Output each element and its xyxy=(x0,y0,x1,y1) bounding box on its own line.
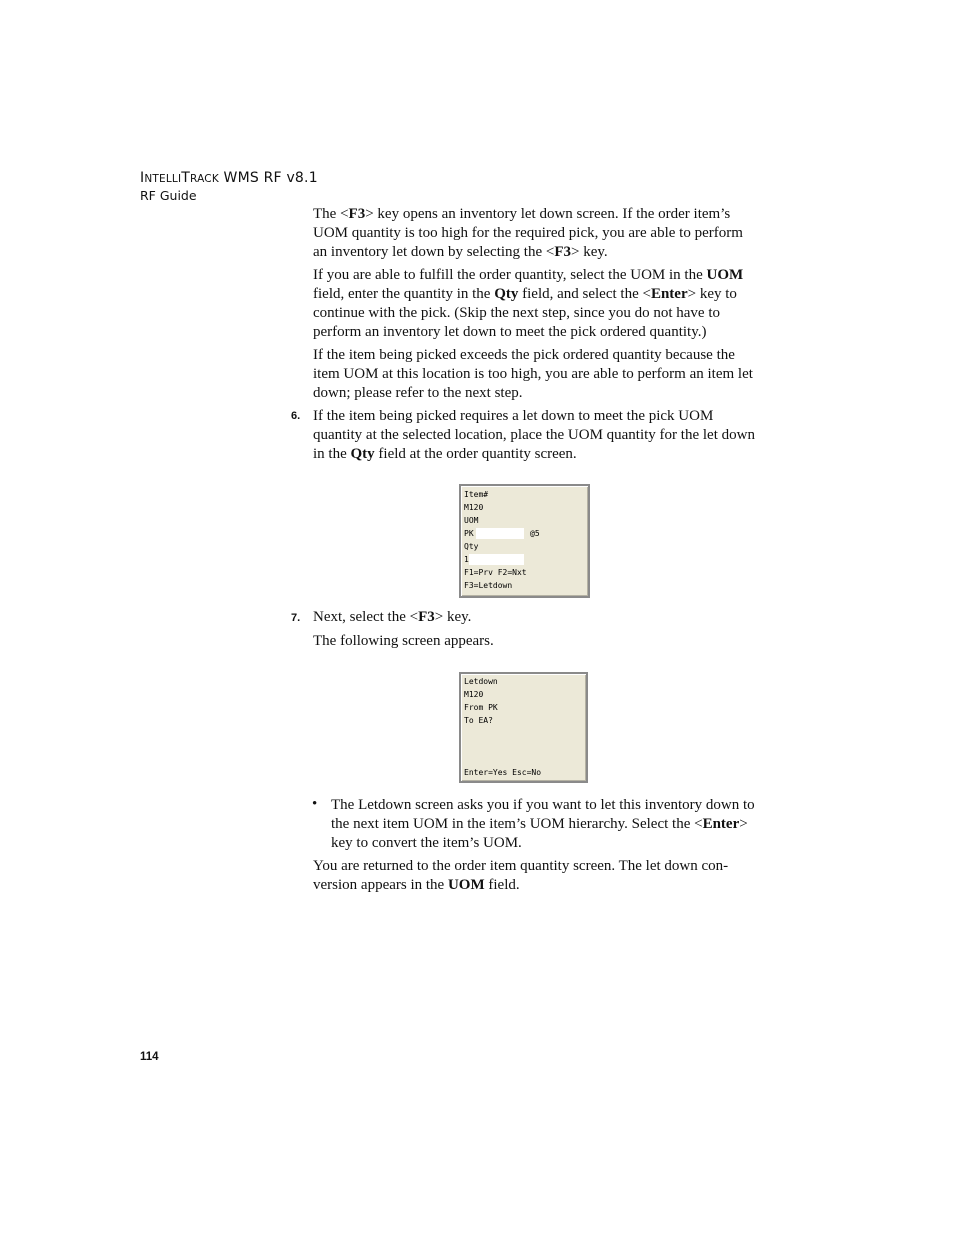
step-6-number: 6. xyxy=(291,410,301,422)
rf-letdown-screen xyxy=(459,672,588,783)
following-screen-text: The following screen appears. xyxy=(313,633,494,649)
rf-letdown-item: M120 xyxy=(464,690,484,699)
rf-uom-value: PK xyxy=(464,529,474,538)
rf-item-label: Item# xyxy=(464,490,489,499)
running-header-title: INTELLITRACK WMS RF v8.1 xyxy=(140,170,318,186)
uom-field[interactable] xyxy=(476,528,524,539)
running-header-subtitle: RF Guide xyxy=(140,188,197,203)
paragraph-returned-to-screen: You are returned to the order item quantity screen. The let down con-version appears in the UOM field. xyxy=(313,858,729,893)
step-7-text: Next, select the <F3> key. xyxy=(313,609,472,625)
rf-letdown-title: Letdown xyxy=(464,677,498,686)
step-7-number: 7. xyxy=(291,612,301,624)
rf-item-value: M120 xyxy=(464,503,484,512)
step-6-text: If the item being picked requires a let down to meet the pick UOM quantity at the selected location, place the UOM quantity for the let down in the Qty field at the order quantity screen. xyxy=(313,408,755,462)
rf-letdown-to: To EA? xyxy=(464,716,493,725)
bullet-symbol: • xyxy=(312,796,318,812)
rf-order-quantity-screen xyxy=(459,484,590,598)
qty-field[interactable] xyxy=(469,554,524,565)
rf-qty-label: Qty xyxy=(464,542,479,551)
page-number: 114 xyxy=(140,1051,159,1063)
rf-uom-multiplier: @5 xyxy=(530,529,540,538)
rf-uom-label: UOM xyxy=(464,516,479,525)
paragraph-f3-letdown: The <F3> key opens an inventory let down screen. If the order item’s UOM quantity is too high for the required pick, you are able to perform an inventory let down by selecting the <F3> key. xyxy=(313,206,743,260)
rf-function-keys-2: F3=Letdown xyxy=(464,581,513,590)
rf-qty-value: 1 xyxy=(464,555,469,564)
paragraph-exceeds-quantity: If the item being picked exceeds the pick ordered quantity because the item UOM at this location is too high, you are able to perform an item let down; please refer to the next step. xyxy=(313,347,753,401)
paragraph-fulfill-quantity: If you are able to fulfill the order quantity, select the UOM in the UOM field, enter the quantity in the Qty field, and select the <Enter> key to continue with the pick. (Skip the next step, since you do not have to perform an inventory let down to meet the pick ordered quantity.) xyxy=(313,267,744,340)
rf-letdown-from: From PK xyxy=(464,703,498,712)
rf-function-keys-1: F1=Prv F2=Nxt xyxy=(464,568,527,577)
bullet-letdown-explanation: The Letdown screen asks you if you want to let this inventory down to the next item UOM in the item’s UOM hierarchy. Select the <Enter> key to convert the item’s UOM. xyxy=(331,797,755,851)
rf-letdown-prompt: Enter=Yes Esc=No xyxy=(464,768,542,777)
